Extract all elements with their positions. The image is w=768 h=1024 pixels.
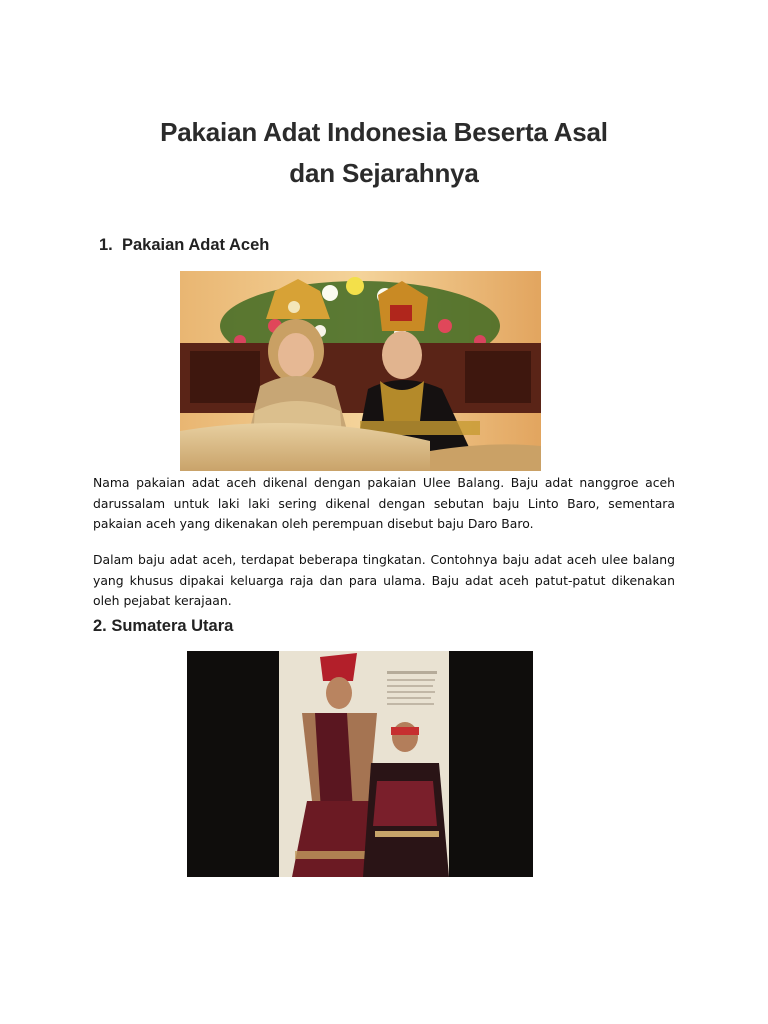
section-heading-aceh xyxy=(99,236,269,255)
aceh-wedding-photo xyxy=(180,271,541,471)
paragraph-aceh-1: Nama pakaian adat aceh dikenal dengan pakaian Ulee Balang. Baju adat nanggroe aceh darussalam untuk laki laki sering dikenal dengan sebutan baju Linto Baro, sementara pakaian aceh yang dikenakan oleh perempuan disebut baju Daro Baro. xyxy=(93,475,675,531)
page-title xyxy=(84,112,684,194)
sumatera-utara-photo xyxy=(187,651,533,877)
paragraph-aceh-2: Dalam baju adat aceh, terdapat beberapa tingkatan. Contohnya baju adat aceh ulee balang yang khusus dipakai keluarga raja dan para ulama. Baju adat aceh patut-patut dikenakan oleh pejabat kerajaan. xyxy=(93,552,675,608)
section-heading-sumatera-utara: 2. Sumatera Utara xyxy=(93,617,234,635)
page-title-line-2: dan Sejarahnya xyxy=(289,158,479,188)
section-number: 1. xyxy=(99,236,113,254)
page-title-line-1: Pakaian Adat Indonesia Beserta Asal xyxy=(160,117,608,147)
section-heading-text: Pakaian Adat Aceh xyxy=(122,236,270,254)
